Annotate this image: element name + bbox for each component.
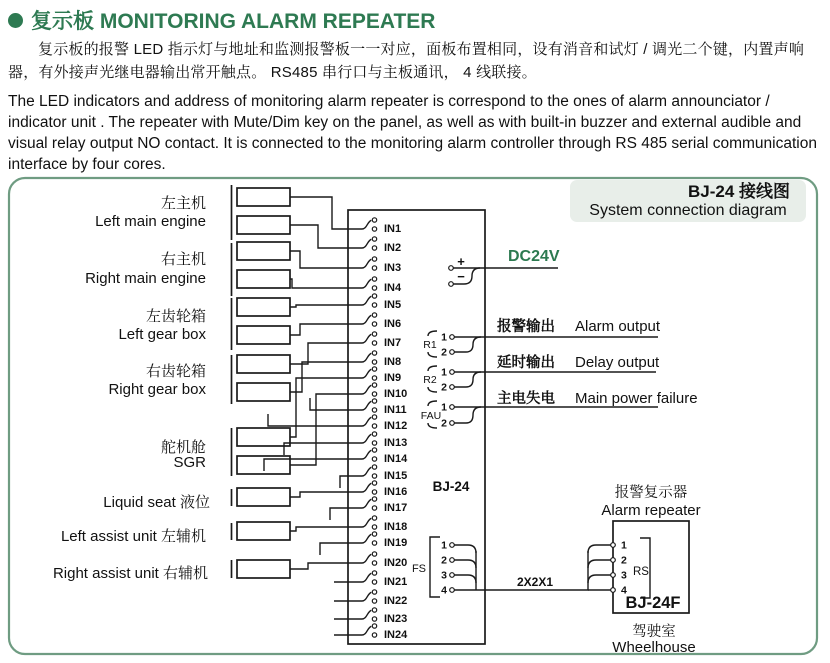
- input-label: IN18: [384, 521, 408, 533]
- input-terminal: [372, 266, 376, 270]
- input-label: IN11: [384, 404, 407, 416]
- legend-title: BJ-24 接线图: [687, 182, 790, 201]
- input-terminal: [372, 322, 376, 326]
- input-terminal: [372, 237, 376, 241]
- cable-label: 2X2X1: [516, 575, 554, 589]
- fs-terminal: [450, 588, 455, 593]
- relay-label: R1: [423, 339, 437, 351]
- relay-label: R2: [423, 374, 437, 386]
- relay-terminal: [450, 385, 455, 390]
- input-terminal: [372, 432, 376, 436]
- bj24f-label: BJ-24F: [625, 594, 681, 612]
- fs-terminal: [450, 558, 455, 563]
- input-label: IN6: [384, 318, 402, 330]
- group-label: 左齿轮箱: [145, 308, 206, 325]
- input-terminal: [372, 303, 376, 307]
- input-terminal: [372, 571, 376, 575]
- fs-terminal-number: 2: [441, 554, 447, 567]
- input-label: IN23: [384, 613, 408, 625]
- input-terminal: [372, 332, 376, 336]
- bj24-label: BJ-24: [432, 479, 470, 494]
- output-label-en: Delay output: [575, 354, 660, 371]
- input-terminal: [372, 360, 376, 364]
- input-label: IN21: [384, 576, 408, 588]
- input-terminal: [372, 541, 376, 545]
- fs-terminal: [450, 573, 455, 578]
- fs-terminal-number: 3: [441, 569, 447, 582]
- terminal-number: 2: [441, 381, 447, 394]
- repeater-terminal: [611, 558, 616, 563]
- input-terminal: [372, 341, 376, 345]
- input-label: IN7: [384, 337, 402, 349]
- relay-terminal: [450, 350, 455, 355]
- repeater-terminal-number: 3: [621, 569, 627, 582]
- repeater-title-zh: 报警复示器: [614, 485, 688, 501]
- repeater-terminal: [611, 543, 616, 548]
- input-terminal: [372, 246, 376, 250]
- wheelhouse-label-zh: 驾驶室: [632, 624, 676, 640]
- input-label: IN1: [384, 223, 402, 235]
- group-label: SGR: [173, 454, 206, 471]
- input-terminal: [372, 227, 376, 231]
- fs-label: FS: [411, 563, 426, 575]
- input-label: IN12: [384, 420, 408, 432]
- input-terminal: [372, 617, 376, 621]
- terminal-number: 1: [441, 366, 447, 379]
- group-label: Left main engine: [95, 213, 206, 230]
- fs-terminal: [450, 543, 455, 548]
- relay-terminal: [450, 335, 455, 340]
- input-terminal: [372, 561, 376, 565]
- relay-label: FAU: [420, 410, 442, 422]
- repeater-terminal-number: 2: [621, 554, 627, 567]
- group-label: 右主机: [160, 251, 206, 268]
- group-label: Right main engine: [85, 270, 206, 287]
- input-terminal: [372, 441, 376, 445]
- input-label: IN20: [384, 557, 408, 569]
- group-label: 右齿轮箱: [145, 363, 206, 380]
- legend-subtitle: System connection diagram: [589, 202, 787, 219]
- diagram-panel: [9, 178, 817, 654]
- group-label: Right assist unit 右辅机: [52, 565, 208, 582]
- input-terminal: [372, 383, 376, 387]
- input-terminal: [372, 525, 376, 529]
- group-label: Right gear box: [108, 381, 206, 398]
- input-label: IN19: [384, 537, 408, 549]
- relay-terminal: [450, 370, 455, 375]
- input-terminal: [372, 257, 376, 261]
- input-label: IN22: [384, 595, 408, 607]
- input-terminal: [372, 294, 376, 298]
- input-terminal: [372, 590, 376, 594]
- input-terminal: [372, 599, 376, 603]
- input-terminal: [372, 286, 376, 290]
- repeater-title-en: Alarm repeater: [601, 502, 701, 519]
- input-terminal: [372, 448, 376, 452]
- power-terminal: [449, 266, 454, 271]
- group-label: Liquid seat 液位: [103, 494, 210, 511]
- input-terminal: [372, 399, 376, 403]
- input-terminal: [372, 218, 376, 222]
- input-terminal: [372, 633, 376, 637]
- rs-label: RS: [633, 566, 649, 578]
- input-terminal: [372, 415, 376, 419]
- input-label: IN5: [384, 299, 402, 311]
- input-label: IN4: [384, 282, 402, 294]
- input-terminal: [372, 376, 376, 380]
- page-title-zh: 复示板: [31, 10, 94, 33]
- input-terminal: [372, 392, 376, 396]
- group-label: Left gear box: [118, 326, 206, 343]
- input-terminal: [372, 490, 376, 494]
- group-label: 舵机舱: [160, 439, 206, 456]
- terminal-number: 1: [441, 401, 447, 414]
- input-terminal: [372, 608, 376, 612]
- input-label: IN16: [384, 486, 408, 498]
- input-terminal: [372, 367, 376, 371]
- group-label: 左主机: [160, 195, 206, 212]
- input-label: IN8: [384, 356, 402, 368]
- input-terminal: [372, 532, 376, 536]
- fs-terminal-number: 4: [441, 584, 447, 597]
- input-label: IN14: [384, 453, 408, 465]
- input-terminal: [372, 424, 376, 428]
- terminal-number: 1: [441, 331, 447, 344]
- input-terminal: [372, 277, 376, 281]
- repeater-terminal-number: 1: [621, 539, 627, 552]
- input-terminal: [372, 408, 376, 412]
- relay-terminal: [450, 405, 455, 410]
- input-label: IN15: [384, 470, 408, 482]
- terminal-number: 2: [441, 346, 447, 359]
- output-label-zh: 报警输出: [497, 319, 555, 335]
- input-terminal: [372, 497, 376, 501]
- page-title-en: MONITORING ALARM REPEATER: [99, 10, 436, 33]
- input-terminal: [372, 465, 376, 469]
- relay-terminal: [450, 421, 455, 426]
- input-label: IN24: [384, 629, 408, 641]
- input-terminal: [372, 552, 376, 556]
- repeater-terminal: [611, 573, 616, 578]
- intro-paragraph-en: The LED indicators and address of monitoring alarm repeater is correspond to the ones of alarm announciator / indicator unit . The repeater with Mute/Dim key on the panel, as well as with built-in buzzer and external audible and visual relay output NO contact. It is connected to the monitoring alarm controller through RS 485 serial communication interface by four cores.: [8, 93, 817, 173]
- input-label: IN13: [384, 437, 408, 449]
- wheelhouse-label-en: Wheelhouse: [612, 639, 696, 656]
- input-terminal: [372, 580, 376, 584]
- group-label: Left assist unit 左辅机: [60, 528, 206, 545]
- terminal-number: 2: [441, 417, 447, 430]
- intro-paragraph-zh: 复示板的报警 LED 指示灯与地址和监测报警板一一对应，面板布置相同，设有消音和试灯 / 调光二个键，内置声响器，有外接声光继电器输出常开触点。 RS485 串行口与主板通讯， 4 线联接。: [8, 41, 805, 81]
- input-terminal: [372, 313, 376, 317]
- repeater-terminal: [611, 588, 616, 593]
- input-terminal: [372, 516, 376, 520]
- input-terminal: [372, 457, 376, 461]
- output-label-en: Main power failure: [575, 390, 698, 407]
- input-label: IN17: [384, 502, 408, 514]
- input-terminal: [372, 481, 376, 485]
- repeater-terminal-number: 4: [621, 584, 627, 597]
- input-terminal: [372, 474, 376, 478]
- input-label: IN9: [384, 372, 402, 384]
- input-label: IN10: [384, 388, 408, 400]
- minus-sign: −: [457, 269, 465, 284]
- input-label: IN2: [384, 242, 402, 254]
- output-label-zh: 主电失电: [497, 391, 555, 407]
- output-label-zh: 延时输出: [497, 355, 555, 371]
- input-terminal: [372, 624, 376, 628]
- input-terminal: [372, 506, 376, 510]
- dc24v-label: DC24V: [508, 248, 560, 265]
- power-terminal: [449, 282, 454, 287]
- output-label-en: Alarm output: [575, 318, 661, 335]
- input-terminal: [372, 351, 376, 355]
- plus-sign: +: [457, 254, 465, 269]
- fs-terminal-number: 1: [441, 539, 447, 552]
- input-label: IN3: [384, 262, 402, 274]
